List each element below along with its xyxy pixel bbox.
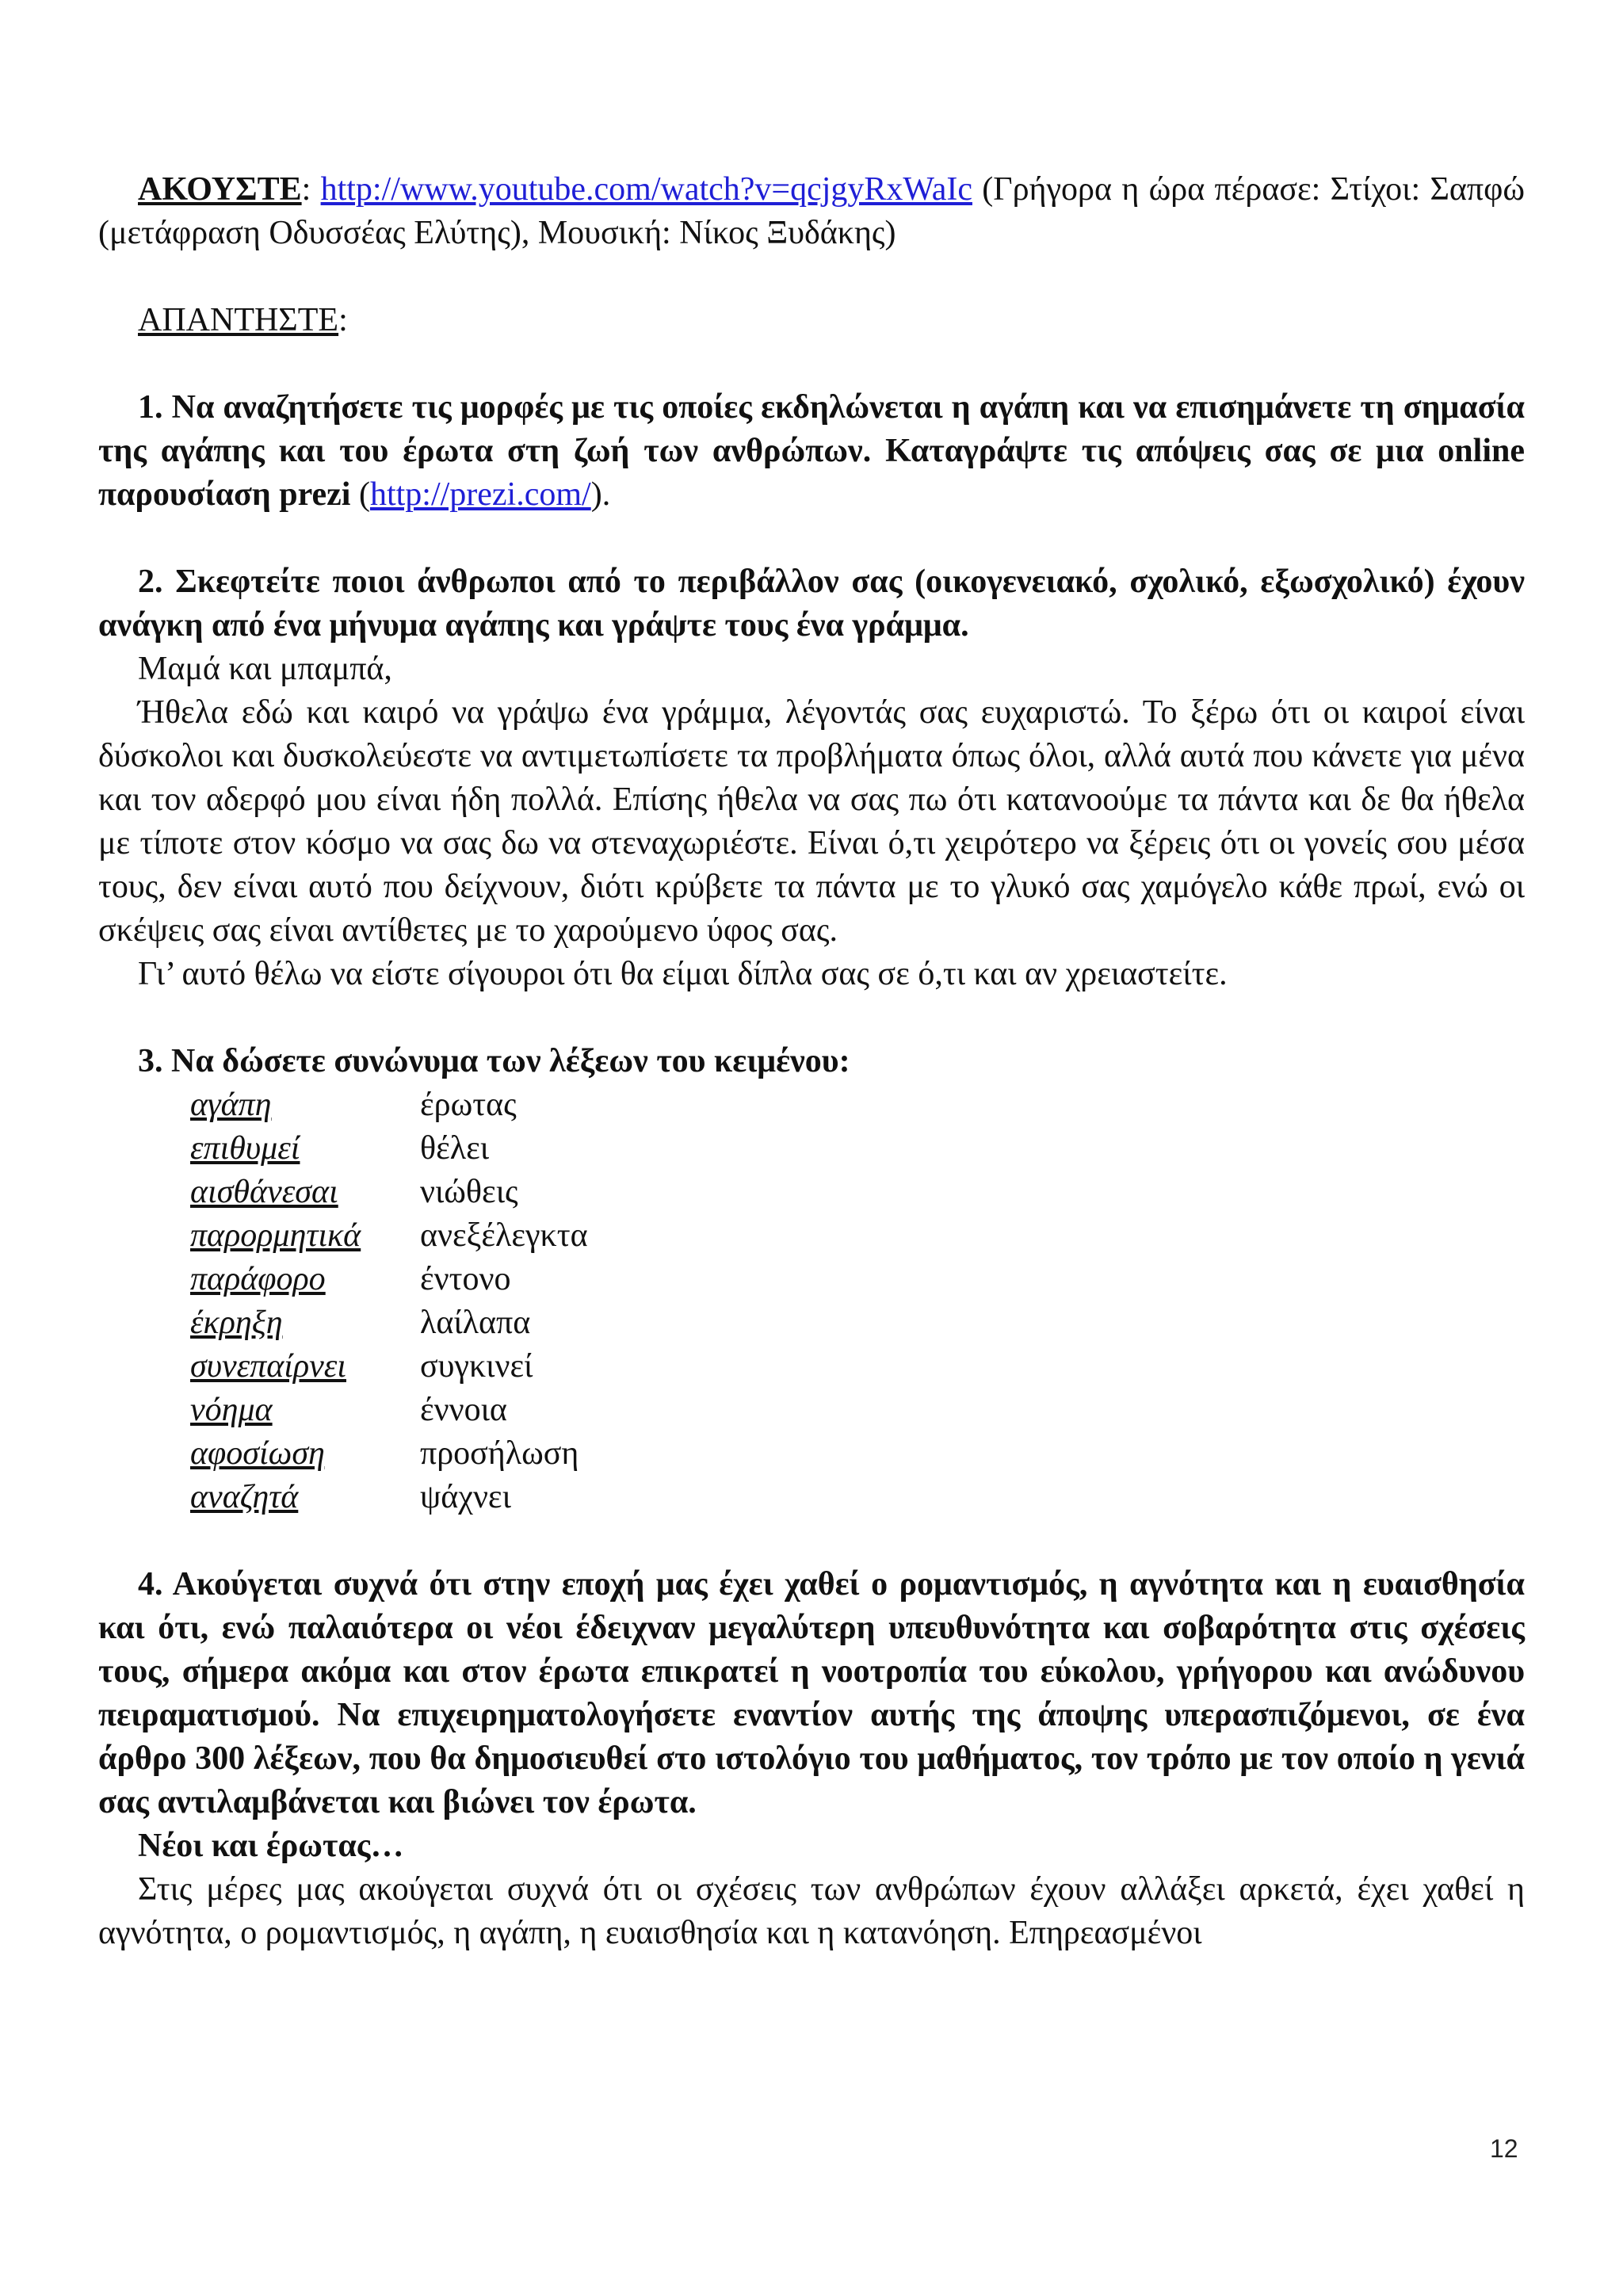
question-1: [98, 386, 1525, 517]
document-page: [98, 168, 1525, 1955]
listen-note: (Γρήγορα η ώρα πέρασε: Στίχοι: Σαπφώ (μετάφραση Οδυσσέας Ελύτης), Μουσική: Νίκος Ξυδάκης): [98, 171, 1525, 251]
synonym-word: νόημα: [190, 1392, 273, 1428]
synonym-row: [190, 1345, 588, 1389]
synonym-word: αφοσίωση: [190, 1435, 325, 1472]
synonym-value: νιώθεις: [420, 1174, 518, 1210]
synonym-row: [190, 1389, 588, 1432]
synonym-word: αγάπη: [190, 1087, 272, 1123]
synonym-row: [190, 1127, 588, 1171]
article-title: Νέοι και έρωτας…: [138, 1828, 404, 1864]
synonym-word: παράφορο: [190, 1261, 326, 1297]
synonym-word-cell: [190, 1345, 420, 1389]
synonym-value: συγκινεί: [420, 1348, 533, 1385]
answer-heading: [98, 299, 1525, 342]
synonym-row: [190, 1083, 588, 1127]
synonym-row: [190, 1258, 588, 1301]
question-1-text: 1. Να αναζητήσετε τις μορφές με τις οποίες εκδηλώνεται η αγάπη και να επισημάνετε τη σημασία της αγάπης και του έρωτα στη ζωή των ανθρώπων. Καταγράψτε τις απόψεις σας σε μια online παρουσίαση prezi: [98, 389, 1525, 513]
answer-colon: :: [338, 302, 348, 338]
synonym-word: αισθάνεσαι: [190, 1174, 338, 1210]
synonym-word: επιθυμεί: [190, 1130, 300, 1167]
synonyms-table: [190, 1083, 588, 1519]
synonym-value: θέλει: [420, 1130, 490, 1167]
listen-paragraph: [98, 168, 1525, 255]
synonym-word: παρορμητικά: [190, 1217, 361, 1254]
listen-label: ΑΚΟΥΣΤΕ: [138, 171, 302, 208]
synonym-value: προσήλωση: [420, 1435, 579, 1472]
synonym-word: αναζητά: [190, 1479, 299, 1515]
answer-label: ΑΠΑΝΤΗΣΤΕ: [138, 302, 339, 338]
synonym-value: ανεξέλεγκτα: [420, 1217, 588, 1254]
question-1-link-close: ).: [590, 476, 611, 513]
synonym-row: [190, 1301, 588, 1345]
synonym-word: συνεπαίρνει: [190, 1348, 346, 1385]
synonym-word-cell: [190, 1389, 420, 1432]
page-number: 12: [1490, 2134, 1518, 2163]
letter-paragraph-1: Ήθελα εδώ και καιρό να γράψω ένα γράμμα, λέγοντάς σας ευχαριστώ. Το ξέρω ότι οι καιροί είναι δύσκολοι και δυσκολεύεστε να αντιμετωπίσετε τα προβλήματα όπως όλοι, αλλά αυτά που κάνετε για μένα και τον αδερφό μου είναι ήδη πολλά. Επίσης ήθελα να σας πω ότι κατανοούμε τα πάντα και δε θα ήθελα με τίποτε στον κόσμο να σας δω να στεναχωριέστε. Είναι ό,τι χειρότερο να ξέρεις ότι οι γονείς σου μέσα τους, δεν είναι αυτό που δείχνουν, διότι κρύβετε τα πάντα με το γλυκό σας χαμόγελο κάθε πρωί, ενώ οι σκέψεις σας είναι αντίθετες με το χαρούμενο ύφος σας.: [98, 694, 1525, 949]
synonym-word-cell: [190, 1258, 420, 1301]
synonym-row: [190, 1171, 588, 1214]
synonym-word-cell: [190, 1127, 420, 1171]
synonym-value: έντονο: [420, 1261, 511, 1297]
synonym-row: [190, 1476, 588, 1519]
synonym-value: λαίλαπα: [420, 1305, 531, 1341]
synonym-row: [190, 1432, 588, 1476]
synonym-word-cell: [190, 1171, 420, 1214]
synonym-value: έρωτας: [420, 1087, 517, 1123]
synonym-word-cell: [190, 1083, 420, 1127]
synonym-row: [190, 1214, 588, 1258]
letter-greeting: Μαμά και μπαμπά,: [138, 651, 392, 687]
question-2-text: 2. Σκεφτείτε ποιοι άνθρωποι από το περιβάλλον σας (οικογενειακό, σχολικό, εξωσχολικό) έχουν ανάγκη από ένα μήνυμα αγάπης και γράψτε τους ένα γράμμα.: [98, 563, 1525, 644]
letter-paragraph-2: Γι’ αυτό θέλω να είστε σίγουροι ότι θα είμαι δίπλα σας σε ό,τι και αν χρειαστείτε.: [138, 956, 1228, 992]
question-4-text: 4. Ακούγεται συχνά ότι στην εποχή μας έχει χαθεί ο ρομαντισμός, η αγνότητα και η ευαισθησία και ότι, ενώ παλαιότερα οι νέοι έδειχναν μεγαλύτερη υπευθυνότητα και σοβαρότητα στις σχέσεις τους, σήμερα ακόμα και στον έρωτα επικρατεί η νοοτροπία του εύκολου, γρήγορου και ανώδυνου πειραματισμού. Να επιχειρηματολογήσετε εναντίον αυτής της άποψης υπερασπιζόμενοι, σε ένα άρθρο 300 λέξεων, που θα δημοσιευθεί στο ιστολόγιο του μαθήματος, τον τρόπο με τον οποίο η γενιά σας αντιλαμβάνεται και βιώνει τον έρωτα.: [98, 1566, 1525, 1820]
youtube-link[interactable]: http://www.youtube.com/watch?v=qcjgyRxWaIc: [320, 171, 972, 208]
synonym-value: ψάχνει: [420, 1479, 511, 1515]
synonym-word: έκρηξη: [190, 1305, 283, 1341]
synonym-word-cell: [190, 1432, 420, 1476]
question-3-text: 3. Να δώσετε συνώνυμα των λέξεων του κειμένου:: [138, 1043, 850, 1079]
synonym-word-cell: [190, 1301, 420, 1345]
synonym-word-cell: [190, 1476, 420, 1519]
synonym-value: έννοια: [420, 1392, 507, 1428]
listen-colon: :: [301, 171, 311, 208]
question-1-link-open: (: [350, 476, 370, 513]
article-paragraph-1: Στις μέρες μας ακούγεται συχνά ότι οι σχέσεις των ανθρώπων έχουν αλλάξει αρκετά, έχει χαθεί η αγνότητα, ο ρομαντισμός, η αγάπη, η ευαισθησία και η κατανόηση. Επηρεασμένοι: [98, 1871, 1525, 1951]
synonym-word-cell: [190, 1214, 420, 1258]
prezi-link[interactable]: http://prezi.com/: [369, 476, 591, 513]
